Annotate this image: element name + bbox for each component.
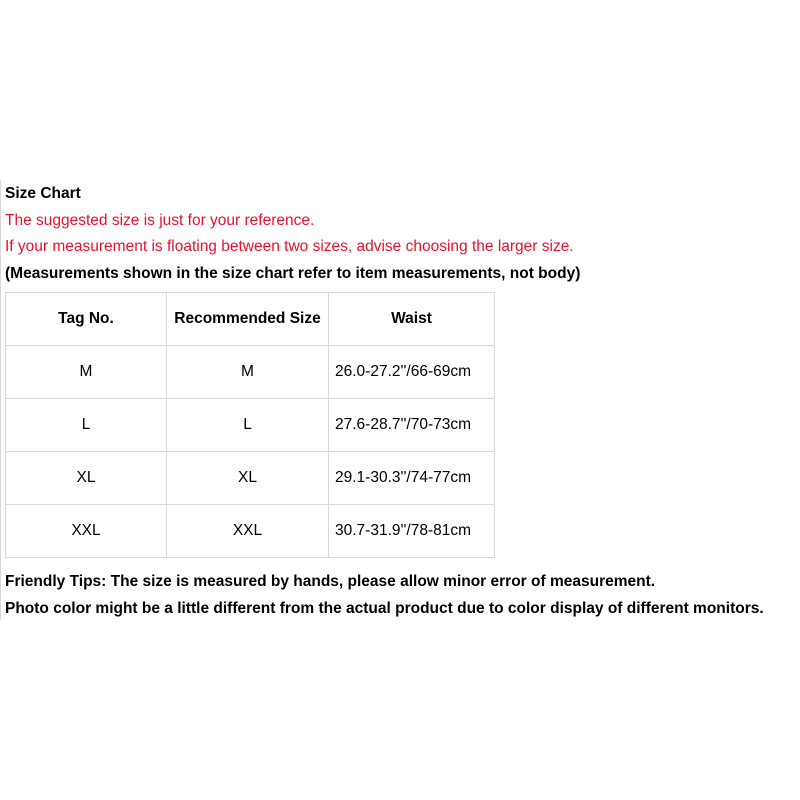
header-recommended-size: Recommended Size <box>167 293 329 346</box>
waist-cell: 30.7-31.9''/78-81cm <box>329 505 495 558</box>
table-row <box>6 505 495 558</box>
recommended-size-cell: XL <box>167 452 329 505</box>
table-row <box>6 452 495 505</box>
header-waist: Waist <box>329 293 495 346</box>
waist-cell: 26.0-27.2''/66-69cm <box>329 346 495 399</box>
header-tag-no: Tag No. <box>6 293 167 346</box>
size-table <box>5 292 495 558</box>
friendly-tip-measurement: Friendly Tips: The size is measured by hands, please allow minor error of measurement. <box>5 573 656 590</box>
waist-cell: 27.6-28.7''/70-73cm <box>329 399 495 452</box>
friendly-tip-color: Photo color might be a little different from the actual product due to color display of different monitors. <box>5 600 764 617</box>
measurement-note: (Measurements shown in the size chart refer to item measurements, not body) <box>5 265 581 282</box>
tag-cell: M <box>6 346 167 399</box>
floating-size-note: If your measurement is floating between two sizes, advise choosing the larger size. <box>5 238 574 255</box>
tag-cell: XXL <box>6 505 167 558</box>
recommended-size-cell: M <box>167 346 329 399</box>
table-row <box>6 399 495 452</box>
size-chart-document <box>0 180 800 620</box>
recommended-size-cell: L <box>167 399 329 452</box>
table-row <box>6 346 495 399</box>
tag-cell: L <box>6 399 167 452</box>
reference-note: The suggested size is just for your reference. <box>5 212 315 229</box>
tag-cell: XL <box>6 452 167 505</box>
table-header-row <box>6 293 495 346</box>
waist-cell: 29.1-30.3''/74-77cm <box>329 452 495 505</box>
recommended-size-cell: XXL <box>167 505 329 558</box>
size-chart-title: Size Chart <box>5 185 81 202</box>
